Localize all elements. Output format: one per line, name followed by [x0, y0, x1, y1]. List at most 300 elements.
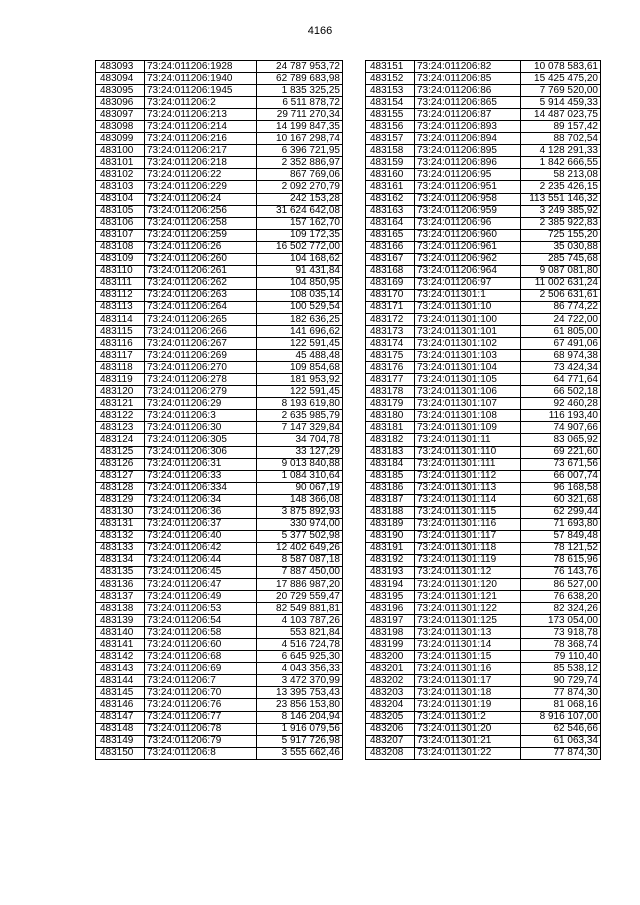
table-row	[96, 639, 343, 651]
cadastral-number-cell: 73:24:011206:79	[145, 735, 257, 747]
cadastral-number-cell: 73:24:011206:42	[145, 542, 257, 554]
value-cell: 67 491,06	[521, 338, 601, 350]
value-cell: 104 168,62	[257, 253, 343, 265]
record-number-cell: 483113	[96, 301, 145, 313]
table-row	[96, 410, 343, 422]
value-cell: 29 711 270,34	[257, 109, 343, 121]
value-cell: 7 769 520,00	[521, 85, 601, 97]
value-cell: 58 213,08	[521, 169, 601, 181]
value-cell: 62 299,44	[521, 506, 601, 518]
table-row	[366, 229, 601, 241]
record-number-cell: 483108	[96, 241, 145, 253]
value-cell: 122 591,45	[257, 338, 343, 350]
value-cell: 3 472 370,99	[257, 675, 343, 687]
record-number-cell: 483111	[96, 277, 145, 289]
cadastral-number-cell: 73:24:011206:213	[145, 109, 257, 121]
record-number-cell: 483097	[96, 109, 145, 121]
table-row	[96, 73, 343, 85]
record-number-cell: 483165	[366, 229, 415, 241]
value-cell: 1 835 325,25	[257, 85, 343, 97]
record-number-cell: 483122	[96, 410, 145, 422]
table-row	[366, 723, 601, 735]
cadastral-number-cell: 73:24:011206:262	[145, 277, 257, 289]
value-cell: 100 529,54	[257, 301, 343, 313]
record-number-cell: 483130	[96, 506, 145, 518]
table-row	[366, 554, 601, 566]
record-number-cell: 483127	[96, 470, 145, 482]
record-number-cell: 483120	[96, 386, 145, 398]
value-cell: 2 352 886,97	[257, 157, 343, 169]
value-cell: 31 624 642,08	[257, 205, 343, 217]
table-row	[366, 109, 601, 121]
record-number-cell: 483132	[96, 530, 145, 542]
table-row	[96, 566, 343, 578]
cadastral-number-cell: 73:24:011206:95	[415, 169, 521, 181]
table-row	[96, 470, 343, 482]
value-cell: 8 193 619,80	[257, 398, 343, 410]
table-row	[96, 675, 343, 687]
record-number-cell: 483099	[96, 133, 145, 145]
cadastral-number-cell: 73:24:011301:20	[415, 723, 521, 735]
record-number-cell: 483110	[96, 265, 145, 277]
table-row	[96, 350, 343, 362]
value-cell: 74 907,66	[521, 422, 601, 434]
cadastral-number-cell: 73:24:011206:256	[145, 205, 257, 217]
record-number-cell: 483189	[366, 518, 415, 530]
value-cell: 6 396 721,95	[257, 145, 343, 157]
cadastral-number-cell: 73:24:011206:1940	[145, 73, 257, 85]
value-cell: 34 704,78	[257, 434, 343, 446]
table-row	[366, 675, 601, 687]
table-row	[96, 506, 343, 518]
value-cell: 15 425 475,20	[521, 73, 601, 85]
table-row	[96, 301, 343, 313]
record-number-cell: 483195	[366, 591, 415, 603]
record-number-cell: 483166	[366, 241, 415, 253]
cadastral-number-cell: 73:24:011301:22	[415, 747, 521, 759]
cadastral-number-cell: 73:24:011206:44	[145, 554, 257, 566]
record-number-cell: 483131	[96, 518, 145, 530]
value-cell: 104 850,95	[257, 277, 343, 289]
table-row	[96, 253, 343, 265]
table-row	[366, 217, 601, 229]
cadastral-number-cell: 73:24:011301:103	[415, 350, 521, 362]
record-number-cell: 483171	[366, 301, 415, 313]
table-row	[366, 663, 601, 675]
record-number-cell: 483159	[366, 157, 415, 169]
value-cell: 2 385 922,83	[521, 217, 601, 229]
record-number-cell: 483135	[96, 566, 145, 578]
table-row	[96, 494, 343, 506]
cadastral-number-cell: 73:24:011206:78	[145, 723, 257, 735]
record-number-cell: 483146	[96, 699, 145, 711]
record-number-cell: 483196	[366, 603, 415, 615]
cadastral-number-cell: 73:24:011301:125	[415, 615, 521, 627]
cadastral-number-cell: 73:24:011206:265	[145, 313, 257, 325]
record-number-cell: 483164	[366, 217, 415, 229]
value-cell: 82 324,26	[521, 603, 601, 615]
table-row	[96, 229, 343, 241]
record-number-cell: 483163	[366, 205, 415, 217]
cadastral-number-cell: 73:24:011206:259	[145, 229, 257, 241]
value-cell: 14 199 847,35	[257, 121, 343, 133]
table-row	[96, 85, 343, 97]
value-cell: 2 092 270,79	[257, 181, 343, 193]
cadastral-number-cell: 73:24:011206:334	[145, 482, 257, 494]
value-cell: 1 084 310,64	[257, 470, 343, 482]
record-number-cell: 483139	[96, 615, 145, 627]
value-cell: 24 722,00	[521, 313, 601, 325]
value-cell: 9 087 081,80	[521, 265, 601, 277]
table-row	[366, 627, 601, 639]
value-cell: 92 460,28	[521, 398, 601, 410]
record-number-cell: 483207	[366, 735, 415, 747]
record-number-cell: 483150	[96, 747, 145, 759]
value-cell: 88 702,54	[521, 133, 601, 145]
record-number-cell: 483101	[96, 157, 145, 169]
record-number-cell: 483169	[366, 277, 415, 289]
cadastral-number-cell: 73:24:011301:12	[415, 566, 521, 578]
table-row	[96, 530, 343, 542]
value-cell: 16 502 772,00	[257, 241, 343, 253]
register-table-left-body	[96, 61, 343, 760]
value-cell: 79 110,40	[521, 651, 601, 663]
record-number-cell: 483185	[366, 470, 415, 482]
value-cell: 96 168,58	[521, 482, 601, 494]
record-number-cell: 483199	[366, 639, 415, 651]
cadastral-number-cell: 73:24:011206:47	[145, 579, 257, 591]
table-row	[96, 362, 343, 374]
cadastral-number-cell: 73:24:011206:2	[145, 97, 257, 109]
table-row	[366, 169, 601, 181]
value-cell: 90 067,19	[257, 482, 343, 494]
cadastral-number-cell: 73:24:011206:216	[145, 133, 257, 145]
record-number-cell: 483203	[366, 687, 415, 699]
table-row	[366, 73, 601, 85]
cadastral-number-cell: 73:24:011301:11	[415, 434, 521, 446]
record-number-cell: 483193	[366, 566, 415, 578]
value-cell: 4 128 291,33	[521, 145, 601, 157]
cadastral-number-cell: 73:24:011206:261	[145, 265, 257, 277]
table-row	[366, 326, 601, 338]
cadastral-number-cell: 73:24:011301:17	[415, 675, 521, 687]
cadastral-number-cell: 73:24:011206:267	[145, 338, 257, 350]
value-cell: 109 854,68	[257, 362, 343, 374]
record-number-cell: 483134	[96, 554, 145, 566]
table-row	[96, 747, 343, 759]
table-row	[366, 699, 601, 711]
record-number-cell: 483112	[96, 289, 145, 301]
record-number-cell: 483148	[96, 723, 145, 735]
value-cell: 85 538,12	[521, 663, 601, 675]
table-row	[366, 338, 601, 350]
cadastral-number-cell: 73:24:011301:18	[415, 687, 521, 699]
cadastral-number-cell: 73:24:011206:36	[145, 506, 257, 518]
table-row	[366, 422, 601, 434]
value-cell: 60 321,68	[521, 494, 601, 506]
record-number-cell: 483162	[366, 193, 415, 205]
value-cell: 5 917 726,98	[257, 735, 343, 747]
cadastral-number-cell: 73:24:011206:305	[145, 434, 257, 446]
cadastral-number-cell: 73:24:011206:896	[415, 157, 521, 169]
value-cell: 45 488,48	[257, 350, 343, 362]
record-number-cell: 483161	[366, 181, 415, 193]
table-row	[366, 639, 601, 651]
record-number-cell: 483157	[366, 133, 415, 145]
cadastral-number-cell: 73:24:011206:270	[145, 362, 257, 374]
value-cell: 122 591,45	[257, 386, 343, 398]
table-row	[96, 422, 343, 434]
table-row	[366, 747, 601, 759]
cadastral-number-cell: 73:24:011206:306	[145, 446, 257, 458]
value-cell: 23 856 153,80	[257, 699, 343, 711]
value-cell: 91 431,84	[257, 265, 343, 277]
table-row	[366, 145, 601, 157]
record-number-cell: 483119	[96, 374, 145, 386]
cadastral-number-cell: 73:24:011206:960	[415, 229, 521, 241]
table-row	[366, 579, 601, 591]
record-number-cell: 483138	[96, 603, 145, 615]
cadastral-number-cell: 73:24:011206:958	[415, 193, 521, 205]
record-number-cell: 483147	[96, 711, 145, 723]
cadastral-number-cell: 73:24:011206:33	[145, 470, 257, 482]
cadastral-number-cell: 73:24:011301:118	[415, 542, 521, 554]
value-cell: 35 030,88	[521, 241, 601, 253]
table-row	[96, 313, 343, 325]
table-row	[366, 205, 601, 217]
record-number-cell: 483204	[366, 699, 415, 711]
value-cell: 8 587 087,18	[257, 554, 343, 566]
table-row	[96, 121, 343, 133]
table-row	[366, 410, 601, 422]
table-row	[366, 687, 601, 699]
table-row	[366, 121, 601, 133]
table-row	[96, 735, 343, 747]
cadastral-number-cell: 73:24:011206:40	[145, 530, 257, 542]
register-table-right-body	[366, 61, 601, 760]
table-row	[366, 494, 601, 506]
record-number-cell: 483168	[366, 265, 415, 277]
cadastral-number-cell: 73:24:011206:68	[145, 651, 257, 663]
cadastral-number-cell: 73:24:011206:258	[145, 217, 257, 229]
record-number-cell: 483123	[96, 422, 145, 434]
cadastral-number-cell: 73:24:011301:120	[415, 579, 521, 591]
record-number-cell: 483114	[96, 313, 145, 325]
record-number-cell: 483102	[96, 169, 145, 181]
value-cell: 182 636,25	[257, 313, 343, 325]
table-row	[96, 326, 343, 338]
cadastral-number-cell: 73:24:011206:895	[415, 145, 521, 157]
table-row	[96, 338, 343, 350]
cadastral-number-cell: 73:24:011206:951	[415, 181, 521, 193]
table-row	[96, 663, 343, 675]
table-row	[366, 470, 601, 482]
value-cell: 141 696,62	[257, 326, 343, 338]
record-number-cell: 483152	[366, 73, 415, 85]
cadastral-number-cell: 73:24:011206:7	[145, 675, 257, 687]
cadastral-number-cell: 73:24:011301:115	[415, 506, 521, 518]
cadastral-number-cell: 73:24:011301:117	[415, 530, 521, 542]
cadastral-number-cell: 73:24:011301:14	[415, 639, 521, 651]
table-row	[96, 97, 343, 109]
record-number-cell: 483191	[366, 542, 415, 554]
value-cell: 2 635 985,79	[257, 410, 343, 422]
value-cell: 66 007,74	[521, 470, 601, 482]
record-number-cell: 483186	[366, 482, 415, 494]
table-row	[96, 651, 343, 663]
value-cell: 5 377 502,98	[257, 530, 343, 542]
value-cell: 78 368,74	[521, 639, 601, 651]
value-cell: 13 395 753,43	[257, 687, 343, 699]
record-number-cell: 483137	[96, 591, 145, 603]
table-row	[96, 615, 343, 627]
value-cell: 24 787 953,72	[257, 61, 343, 73]
value-cell: 86 527,00	[521, 579, 601, 591]
table-row	[366, 350, 601, 362]
table-row	[366, 61, 601, 73]
record-number-cell: 483121	[96, 398, 145, 410]
table-row	[366, 253, 601, 265]
table-row	[96, 289, 343, 301]
value-cell: 4 043 356,33	[257, 663, 343, 675]
value-cell: 61 063,34	[521, 735, 601, 747]
value-cell: 157 162,70	[257, 217, 343, 229]
record-number-cell: 483151	[366, 61, 415, 73]
record-number-cell: 483094	[96, 73, 145, 85]
table-row	[96, 603, 343, 615]
value-cell: 242 153,28	[257, 193, 343, 205]
cadastral-number-cell: 73:24:011301:113	[415, 482, 521, 494]
cadastral-number-cell: 73:24:011206:53	[145, 603, 257, 615]
cadastral-number-cell: 73:24:011301:1	[415, 289, 521, 301]
table-row	[96, 554, 343, 566]
record-number-cell: 483129	[96, 494, 145, 506]
cadastral-number-cell: 73:24:011206:76	[145, 699, 257, 711]
record-number-cell: 483106	[96, 217, 145, 229]
value-cell: 89 157,42	[521, 121, 601, 133]
value-cell: 113 551 146,32	[521, 193, 601, 205]
value-cell: 57 849,48	[521, 530, 601, 542]
record-number-cell: 483100	[96, 145, 145, 157]
cadastral-number-cell: 73:24:011206:269	[145, 350, 257, 362]
record-number-cell: 483172	[366, 313, 415, 325]
value-cell: 3 249 385,92	[521, 205, 601, 217]
table-row	[96, 109, 343, 121]
cadastral-number-cell: 73:24:011206:1945	[145, 85, 257, 97]
record-number-cell: 483178	[366, 386, 415, 398]
cadastral-number-cell: 73:24:011301:111	[415, 458, 521, 470]
record-number-cell: 483176	[366, 362, 415, 374]
record-number-cell: 483208	[366, 747, 415, 759]
value-cell: 6 645 925,30	[257, 651, 343, 663]
table-row	[366, 157, 601, 169]
cadastral-number-cell: 73:24:011301:16	[415, 663, 521, 675]
value-cell: 6 511 878,72	[257, 97, 343, 109]
table-row	[366, 711, 601, 723]
record-number-cell: 483136	[96, 579, 145, 591]
value-cell: 285 745,68	[521, 253, 601, 265]
table-row	[366, 133, 601, 145]
value-cell: 17 886 987,20	[257, 579, 343, 591]
table-row	[366, 482, 601, 494]
record-number-cell: 483200	[366, 651, 415, 663]
record-number-cell: 483153	[366, 85, 415, 97]
record-number-cell: 483201	[366, 663, 415, 675]
table-row	[366, 181, 601, 193]
table-row	[366, 193, 601, 205]
cadastral-number-cell: 73:24:011301:10	[415, 301, 521, 313]
record-number-cell: 483116	[96, 338, 145, 350]
cadastral-number-cell: 73:24:011206:218	[145, 157, 257, 169]
record-number-cell: 483124	[96, 434, 145, 446]
cadastral-number-cell: 73:24:011206:97	[415, 277, 521, 289]
table-row	[366, 265, 601, 277]
table-row	[366, 530, 601, 542]
cadastral-number-cell: 73:24:011206:85	[415, 73, 521, 85]
value-cell: 69 221,60	[521, 446, 601, 458]
record-number-cell: 483118	[96, 362, 145, 374]
record-number-cell: 483145	[96, 687, 145, 699]
value-cell: 82 549 881,81	[257, 603, 343, 615]
value-cell: 330 974,00	[257, 518, 343, 530]
cadastral-number-cell: 73:24:011206:31	[145, 458, 257, 470]
table-row	[96, 482, 343, 494]
value-cell: 76 638,20	[521, 591, 601, 603]
table-row	[96, 699, 343, 711]
record-number-cell: 483156	[366, 121, 415, 133]
cadastral-number-cell: 73:24:011301:108	[415, 410, 521, 422]
table-row	[366, 374, 601, 386]
table-row	[96, 145, 343, 157]
record-number-cell: 483206	[366, 723, 415, 735]
cadastral-number-cell: 73:24:011206:30	[145, 422, 257, 434]
cadastral-number-cell: 73:24:011206:279	[145, 386, 257, 398]
record-number-cell: 483117	[96, 350, 145, 362]
cadastral-number-cell: 73:24:011301:107	[415, 398, 521, 410]
table-row	[366, 434, 601, 446]
cadastral-number-cell: 73:24:011206:58	[145, 627, 257, 639]
table-row	[96, 241, 343, 253]
cadastral-number-cell: 73:24:011301:116	[415, 518, 521, 530]
record-number-cell: 483125	[96, 446, 145, 458]
value-cell: 73 918,78	[521, 627, 601, 639]
value-cell: 7 147 329,84	[257, 422, 343, 434]
cadastral-number-cell: 73:24:011206:8	[145, 747, 257, 759]
page-number: 4166	[307, 25, 333, 37]
record-number-cell: 483095	[96, 85, 145, 97]
record-number-cell: 483197	[366, 615, 415, 627]
record-number-cell: 483115	[96, 326, 145, 338]
table-row	[96, 591, 343, 603]
table-row	[96, 446, 343, 458]
record-number-cell: 483126	[96, 458, 145, 470]
value-cell: 1 842 666,55	[521, 157, 601, 169]
cadastral-number-cell: 73:24:011206:962	[415, 253, 521, 265]
value-cell: 61 805,00	[521, 326, 601, 338]
record-number-cell: 483192	[366, 554, 415, 566]
table-row	[96, 711, 343, 723]
table-row	[366, 85, 601, 97]
cadastral-number-cell: 73:24:011301:106	[415, 386, 521, 398]
value-cell: 867 769,06	[257, 169, 343, 181]
cadastral-number-cell: 73:24:011206:894	[415, 133, 521, 145]
value-cell: 725 155,20	[521, 229, 601, 241]
value-cell: 148 366,08	[257, 494, 343, 506]
record-number-cell: 483188	[366, 506, 415, 518]
table-row	[366, 458, 601, 470]
record-number-cell: 483198	[366, 627, 415, 639]
record-number-cell: 483180	[366, 410, 415, 422]
